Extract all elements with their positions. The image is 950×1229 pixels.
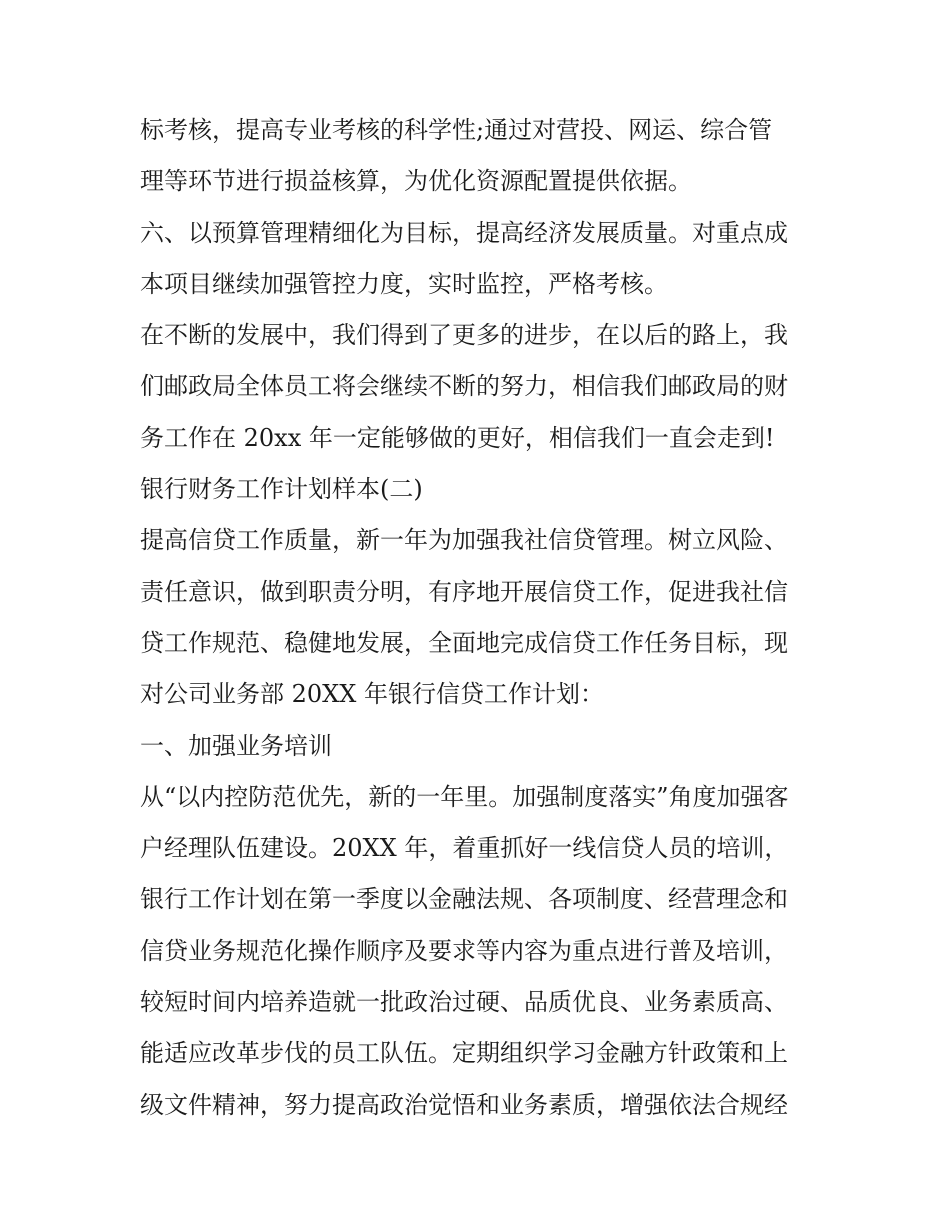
document-body xyxy=(140,105,830,1131)
text-line: 们邮政局全体员工将会继续不断的努力，相信我们邮政局的财 xyxy=(140,372,788,401)
text-line: 从“以内控防范优先，新的一年里。加强制度落实”角度加强客 xyxy=(140,782,789,811)
document-title: 银行财务工作计划样本(二) xyxy=(140,475,423,504)
section-heading-6: 六、以预算管理精细化为目标，提高经济发展质量。对重点成 xyxy=(140,218,788,247)
text-line: 在不断的发展中，我们得到了更多的进步，在以后的路上，我 xyxy=(140,321,788,350)
text-line: 信贷业务规范化操作顺序及要求等内容为重点进行普及培训， xyxy=(140,936,788,965)
text-line: 标考核，提高专业考核的科学性;通过对营投、网运、综合管 xyxy=(140,116,773,144)
text-line: 级文件精神，努力提高政治觉悟和业务素质，增强依法合规经 xyxy=(140,1090,788,1119)
text-line: 银行工作计划在第一季度以金融法规、各项制度、经营理念和 xyxy=(140,885,788,914)
text-line: 务工作在 20xx 年一定能够做的更好，相信我们一直会走到! xyxy=(140,423,775,452)
text-line: 理等环节进行损益核算，为优化资源配置提供依据。 xyxy=(140,167,692,196)
section-heading-1: 一、加强业务培训 xyxy=(140,731,332,760)
text-line: 能适应改革步伐的员工队伍。定期组织学习金融方针政策和上 xyxy=(140,1039,788,1068)
text-line: 较短时间内培养造就一批政治过硬、品质优良、业务素质高、 xyxy=(140,988,788,1017)
text-line: 提高信贷工作质量，新一年为加强我社信贷管理。树立风险、 xyxy=(140,526,788,555)
text-line: 户经理队伍建设。20XX 年，着重抓好一线信贷人员的培训， xyxy=(140,834,789,863)
text-line: 贷工作规范、稳健地发展，全面地完成信贷工作任务目标，现 xyxy=(140,628,788,657)
text-line: 对公司业务部 20XX 年银行信贷工作计划： xyxy=(140,680,604,709)
text-line: 本项目继续加强管控力度，实时监控，严格考核。 xyxy=(140,269,668,298)
text-line: 责任意识，做到职责分明，有序地开展信贷工作，促进我社信 xyxy=(140,577,788,606)
